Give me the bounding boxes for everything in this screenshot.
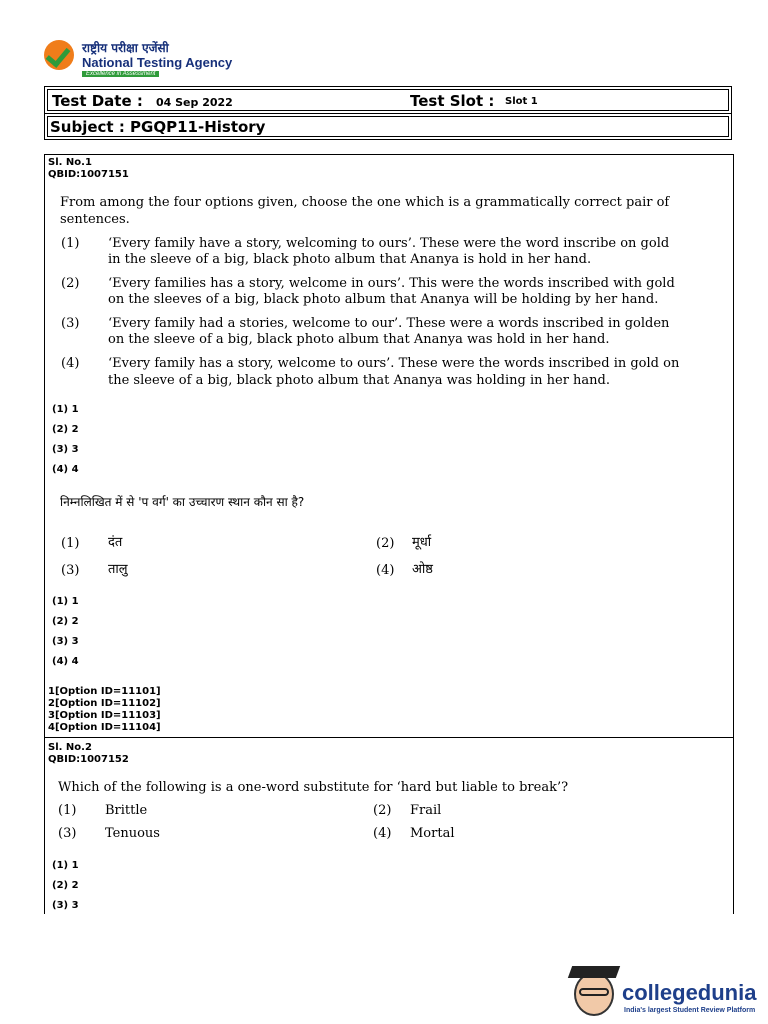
nta-check-icon: [44, 40, 74, 70]
test-slot-value: Slot 1: [505, 96, 538, 107]
q1-option-id: 1[Option ID=11101]: [48, 686, 161, 697]
q1-hindi-option-num: (2): [376, 536, 395, 551]
nta-logo: [44, 40, 254, 80]
q1-option-text: ‘Every family have a story, welcoming to ours’. These were the word inscribe on gold: [108, 236, 670, 251]
question-paper-box: [44, 154, 734, 914]
agency-hindi-name: राष्ट्रीय परीक्षा एजेंसी: [82, 41, 169, 55]
q1-option-id: 3[Option ID=11103]: [48, 710, 161, 721]
q1-hindi-option-label: मूर्धा: [412, 535, 432, 550]
q1-hindi-answer-choice[interactable]: (3) 3: [52, 636, 79, 647]
q2-qbid: QBID:1007152: [48, 754, 129, 765]
q2-option-label: Mortal: [410, 826, 455, 841]
q1-option-text: ‘Every family had a stories, welcome to our’. These were a words inscribed in golden: [108, 316, 670, 331]
q1-option-num: (3): [61, 316, 80, 331]
q1-answer-choice[interactable]: (4) 4: [52, 464, 79, 475]
q2-sl-no: Sl. No.2: [48, 742, 92, 753]
q1-option-text: ‘Every family has a story, welcome to ours’. These were the words inscribed in gold on: [108, 356, 680, 371]
q1-text-line2: sentences.: [60, 212, 130, 227]
q1-answer-choice[interactable]: (1) 1: [52, 404, 79, 415]
q1-hindi-option-num: (1): [61, 536, 80, 551]
q1-option-id: 4[Option ID=11104]: [48, 722, 161, 733]
q1-option-num: (4): [61, 356, 80, 371]
q1-hindi-option-label: दंत: [108, 535, 123, 550]
q1-qbid: QBID:1007151: [48, 169, 129, 180]
q2-option-label: Frail: [410, 803, 442, 818]
q1-hindi-option-label: ओष्ठ: [412, 562, 433, 577]
q2-answer-choice[interactable]: (3) 3: [52, 900, 79, 911]
q1-hindi-answer-choice[interactable]: (1) 1: [52, 596, 79, 607]
q1-text-line1: From among the four options given, choose the one which is a grammatically correct pair of: [60, 195, 670, 210]
agency-tagline: Excellence in Assessment: [82, 71, 159, 77]
q2-answer-choice[interactable]: (2) 2: [52, 880, 79, 891]
q2-answer-choice[interactable]: (1) 1: [52, 860, 79, 871]
q2-option-num: (4): [373, 826, 392, 841]
test-slot-label: Test Slot :: [410, 92, 495, 110]
q1-hindi-option-label: तालु: [108, 562, 128, 577]
brand-tagline: India's largest Student Review Platform: [624, 1007, 756, 1014]
q1-option-num: (1): [61, 236, 80, 251]
q1-option-id: 2[Option ID=11102]: [48, 698, 161, 709]
q2-option-num: (3): [58, 826, 77, 841]
q1-option-text: on the sleeves of a big, black photo album that Ananya will be holding by her hand.: [108, 292, 659, 307]
q2-option-label: Tenuous: [105, 826, 160, 841]
q1-answer-choice[interactable]: (2) 2: [52, 424, 79, 435]
brand-name: collegedunia: [622, 980, 757, 1005]
graduation-cap-icon: [568, 966, 620, 978]
q1-hindi-option-num: (4): [376, 563, 395, 578]
q2-option-num: (2): [373, 803, 392, 818]
q2-text: Which of the following is a one-word substitute for ‘hard but liable to break’?: [58, 780, 569, 795]
q2-option-label: Brittle: [105, 803, 148, 818]
test-date-value: 04 Sep 2022: [156, 96, 233, 109]
q1-hindi-answer-choice[interactable]: (4) 4: [52, 656, 79, 667]
glasses-icon: [579, 988, 609, 996]
q1-hindi-text: निम्नलिखित में से 'प वर्ग' का उच्चारण स्थान कौन सा है?: [60, 495, 305, 509]
q1-sl-no: Sl. No.1: [48, 157, 92, 168]
test-info-box: [44, 86, 732, 114]
agency-name: National Testing Agency: [82, 55, 233, 70]
q1-option-text: on the sleeve of a big, black photo album that Ananya was hold in her hand.: [108, 332, 610, 347]
test-date-label: Test Date :: [52, 92, 143, 110]
collegedunia-logo: [570, 966, 760, 1021]
q1-option-num: (2): [61, 276, 80, 291]
q1-answer-choice[interactable]: (3) 3: [52, 444, 79, 455]
q1-option-text: in the sleeve of a big, black photo album that Ananya is hold in her hand.: [108, 252, 592, 267]
question-divider: [44, 737, 734, 738]
q1-hindi-answer-choice[interactable]: (2) 2: [52, 616, 79, 627]
q1-hindi-option-num: (3): [61, 563, 80, 578]
subject-title: Subject : PGQP11-History: [50, 118, 266, 136]
q2-option-num: (1): [58, 803, 77, 818]
q1-option-text: the sleeve of a big, black photo album that Ananya was holding in her hand.: [108, 373, 610, 388]
q1-option-text: ‘Every families has a story, welcome in ours’. This were the words inscribed with gold: [108, 276, 675, 291]
subject-box: [44, 113, 732, 140]
